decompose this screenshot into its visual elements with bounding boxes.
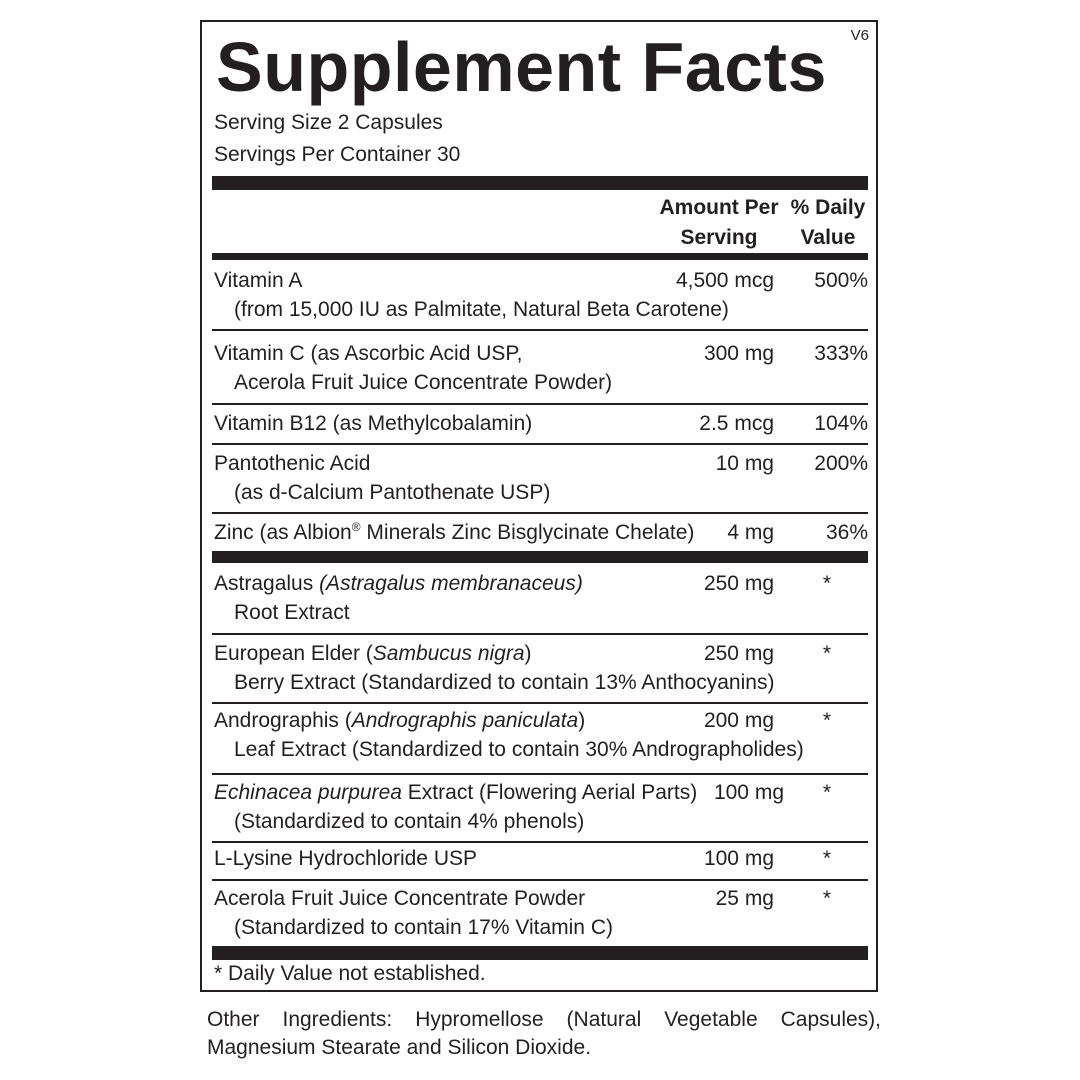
ingredient-amount: 25 mg xyxy=(715,887,774,910)
ingredient-name: L-Lysine Hydrochloride USP xyxy=(214,847,478,870)
nutrient-amount: 10 mg xyxy=(715,452,774,475)
ingredient-detail: Berry Extract (Standardized to contain 13% Anthocyanins) xyxy=(234,671,775,694)
row-divider xyxy=(212,841,868,843)
row-divider xyxy=(212,443,868,445)
ingredient-detail: (Standardized to contain 4% phenols) xyxy=(234,810,585,833)
nutrient-amount: 300 mg xyxy=(703,342,774,365)
ingredient-daily-value: * xyxy=(822,781,832,804)
ingredient-name: Astragalus (Astragalus membranaceus) xyxy=(214,572,583,595)
amount-per-serving-header: Amount Per Serving xyxy=(659,196,779,249)
supplement-facts-panel xyxy=(200,20,878,992)
ingredient-amount: 100 mg xyxy=(713,781,784,804)
nutrient-amount: 4,500 mcg xyxy=(675,269,774,292)
nutrient-detail: Acerola Fruit Juice Concentrate Powder) xyxy=(234,371,613,394)
ingredient-name: Echinacea purpurea Extract (Flowering Aerial Parts) xyxy=(214,781,698,804)
nutrient-daily-value: 200% xyxy=(814,452,868,475)
ingredient-amount: 100 mg xyxy=(703,847,774,870)
row-divider xyxy=(212,403,868,405)
ingredient-name: Acerola Fruit Juice Concentrate Powder xyxy=(214,887,586,910)
daily-value-footnote: * Daily Value not established. xyxy=(214,962,486,985)
thick-divider xyxy=(212,551,868,563)
nutrient-amount: 2.5 mcg xyxy=(699,412,774,435)
serving-size: Serving Size 2 Capsules xyxy=(214,111,443,134)
nutrient-detail: (from 15,000 IU as Palmitate, Natural Beta Carotene) xyxy=(234,298,729,321)
nutrient-detail: (as d-Calcium Pantothenate USP) xyxy=(234,481,551,504)
other-ingredients: Other Ingredients: Hypromellose (Natural Vegetable Capsules), Magnesium Stearate and Silicon Dioxide. xyxy=(207,1008,881,1059)
ingredient-name: European Elder (Sambucus nigra) xyxy=(214,642,532,665)
nutrient-name: Vitamin A xyxy=(214,269,303,292)
row-divider xyxy=(212,633,868,635)
ingredient-daily-value: * xyxy=(822,709,832,732)
version-code: V6 xyxy=(850,27,869,44)
nutrient-name: Vitamin B12 (as Methylcobalamin) xyxy=(214,412,533,435)
row-divider xyxy=(212,702,868,704)
ingredient-amount: 200 mg xyxy=(703,709,774,732)
nutrient-daily-value: 104% xyxy=(814,412,868,435)
ingredient-detail: Leaf Extract (Standardized to contain 30% Andrographolides) xyxy=(234,738,804,761)
medium-divider xyxy=(212,253,868,260)
nutrient-amount: 4 mg xyxy=(727,521,774,544)
ingredient-daily-value: * xyxy=(822,572,832,595)
thick-divider xyxy=(212,176,868,190)
thick-divider xyxy=(212,946,868,960)
nutrient-daily-value: 36% xyxy=(825,521,868,544)
daily-value-header: % Daily Value xyxy=(790,196,866,249)
ingredient-detail: Root Extract xyxy=(234,601,350,624)
ingredient-daily-value: * xyxy=(822,847,832,870)
nutrient-name: Vitamin C (as Ascorbic Acid USP, xyxy=(214,342,523,365)
nutrient-name: Zinc (as Albion® Minerals Zinc Bisglycinate Chelate) xyxy=(214,520,695,544)
nutrient-name: Pantothenic Acid xyxy=(214,452,371,475)
ingredient-amount: 250 mg xyxy=(703,642,774,665)
nutrient-daily-value: 500% xyxy=(814,269,868,292)
ingredient-amount: 250 mg xyxy=(703,572,774,595)
ingredient-daily-value: * xyxy=(822,642,832,665)
ingredient-detail: (Standardized to contain 17% Vitamin C) xyxy=(234,916,613,939)
row-divider xyxy=(212,329,868,331)
nutrient-daily-value: 333% xyxy=(814,342,868,365)
panel-title: Supplement Facts xyxy=(216,28,827,106)
servings-per-container: Servings Per Container 30 xyxy=(214,143,461,166)
ingredient-name: Andrographis (Andrographis paniculata) xyxy=(214,709,586,732)
row-divider xyxy=(212,773,868,775)
row-divider xyxy=(212,879,868,881)
row-divider xyxy=(212,512,868,514)
ingredient-daily-value: * xyxy=(822,887,832,910)
